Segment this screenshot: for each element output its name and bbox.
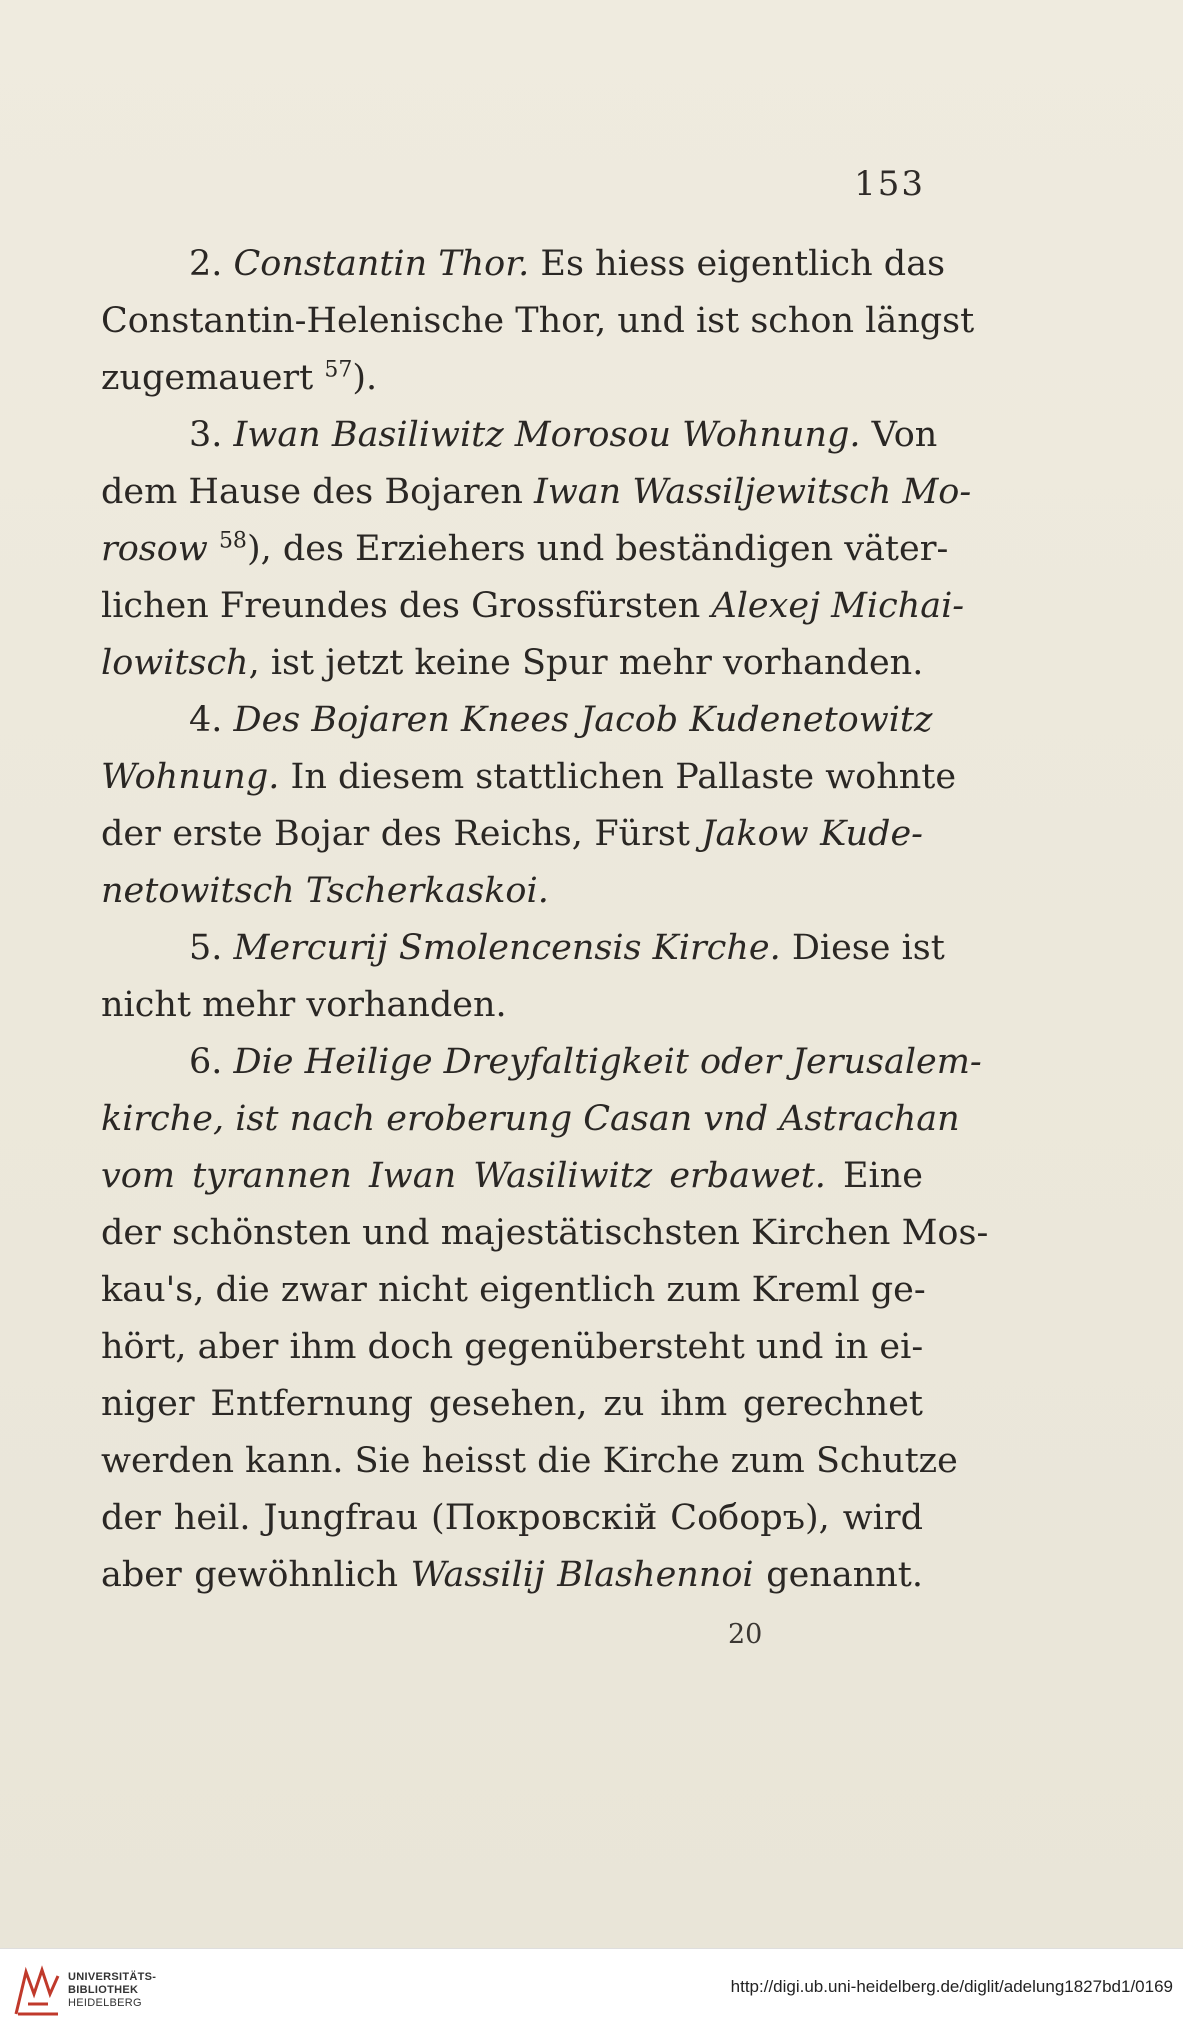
- text-line: [101, 578, 965, 635]
- text-run: ).: [352, 358, 378, 398]
- text-line: [101, 920, 945, 977]
- text-run: ), des Erziehers und beständigen väter-: [246, 529, 949, 569]
- university-logo-text: [68, 1971, 156, 2010]
- text-run: genannt.: [753, 1555, 923, 1595]
- footnote-ref: 57: [324, 357, 353, 383]
- text-line: [101, 1547, 923, 1604]
- italic-text: lowitsch: [101, 643, 249, 683]
- logo-line: HEIDELBERG: [68, 1997, 142, 2009]
- text-line: [101, 806, 923, 863]
- text-run: hört, aber ihm doch gegenübersteht und in ei-: [101, 1327, 924, 1367]
- text-line: [101, 1262, 926, 1319]
- text-line: [101, 464, 972, 521]
- logo-line: BIBLIOTHEK: [68, 1984, 139, 1996]
- text-line: [101, 350, 923, 407]
- text-run: zugemauert: [101, 358, 325, 398]
- footer-bar: [0, 1948, 1183, 2034]
- italic-text: Alexej Michai-: [711, 586, 965, 626]
- text-run: 2.: [189, 244, 234, 284]
- italic-text: rosow: [101, 529, 208, 569]
- text-run: der heil. Jungfrau (Покровскій Соборъ), wird: [101, 1498, 923, 1538]
- signature-mark: 20: [728, 1619, 763, 1650]
- italic-text: netowitsch Tscherkaskoi.: [101, 871, 549, 911]
- body-text: [101, 236, 989, 1604]
- source-url[interactable]: http://digi.ub.uni-heidelberg.de/diglit/adelung1827bd1/0169: [730, 1977, 1173, 1996]
- italic-text: Des Bojaren Knees Jacob Kudenetowitz: [233, 700, 933, 740]
- text-run: Diese ist: [780, 928, 945, 968]
- text-line: [101, 1148, 923, 1205]
- text-line: [101, 977, 923, 1034]
- text-line: [101, 1490, 923, 1547]
- text-run: kau's, die zwar nicht eigentlich zum Kreml ge-: [101, 1270, 926, 1310]
- text-line: [101, 1034, 982, 1091]
- text-line: [101, 1091, 960, 1148]
- text-run: nicht mehr vorhanden.: [101, 985, 507, 1025]
- italic-text: Wohnung.: [101, 757, 280, 797]
- text-line: [101, 635, 923, 692]
- text-line: [101, 293, 975, 350]
- text-run: Eine: [825, 1156, 924, 1196]
- footnote-ref: 58: [218, 528, 247, 554]
- text-run: 4.: [189, 700, 234, 740]
- text-run: der erste Bojar des Reichs, Fürst: [101, 814, 702, 854]
- italic-text: Wassilij Blashennoi: [410, 1555, 754, 1595]
- text-line: [101, 236, 946, 293]
- text-run: Constantin-Helenische Thor, und ist schon längst: [101, 301, 975, 341]
- page-number: 153: [854, 164, 925, 204]
- text-run: werden kann. Sie heisst die Kirche zum Schutze: [101, 1441, 958, 1481]
- text-run: Es hiess eigentlich das: [529, 244, 946, 284]
- text-run: niger Entfernung gesehen, zu ihm gerechnet: [101, 1384, 923, 1424]
- italic-text: Iwan Basiliwitz Morosou Wohnung.: [233, 415, 861, 455]
- italic-text: Iwan Wassiljewitsch Mo-: [534, 472, 972, 512]
- text-run: [208, 529, 219, 569]
- text-line: [101, 1319, 923, 1376]
- italic-text: kirche, ist nach eroberung Casan vnd Astrachan: [101, 1099, 960, 1139]
- italic-text: Die Heilige Dreyfaltigkeit oder Jerusalem-: [233, 1042, 982, 1082]
- italic-text: Constantin Thor.: [233, 244, 530, 284]
- text-run: lichen Freundes des Grossfürsten: [101, 586, 712, 626]
- text-line: [101, 863, 923, 920]
- text-run: der schönsten und majestätischsten Kirchen Mos-: [101, 1213, 989, 1253]
- text-run: 6.: [189, 1042, 234, 1082]
- text-run: In diesem stattlichen Pallaste wohnte: [279, 757, 957, 797]
- text-run: 3.: [189, 415, 234, 455]
- text-run: dem Hause des Bojaren: [101, 472, 534, 512]
- logo-line: UNIVERSITÄTS-: [68, 1971, 157, 1983]
- text-line: [101, 521, 949, 578]
- italic-text: vom tyrannen Iwan Wasiliwitz erbawet.: [101, 1156, 826, 1196]
- text-run: 5.: [189, 928, 234, 968]
- text-line: [101, 1205, 989, 1262]
- text-run: Von: [860, 415, 938, 455]
- university-logo-icon: [12, 1964, 64, 2020]
- text-run: , ist jetzt keine Spur mehr vorhanden.: [248, 643, 924, 683]
- text-line: [101, 407, 938, 464]
- text-line: [101, 749, 957, 806]
- italic-text: Jakow Kude-: [701, 814, 923, 854]
- text-line: [101, 692, 933, 749]
- text-line: [101, 1376, 923, 1433]
- text-line: [101, 1433, 958, 1490]
- italic-text: Mercurij Smolencensis Kirche.: [233, 928, 781, 968]
- text-run: aber gewöhnlich: [101, 1555, 411, 1595]
